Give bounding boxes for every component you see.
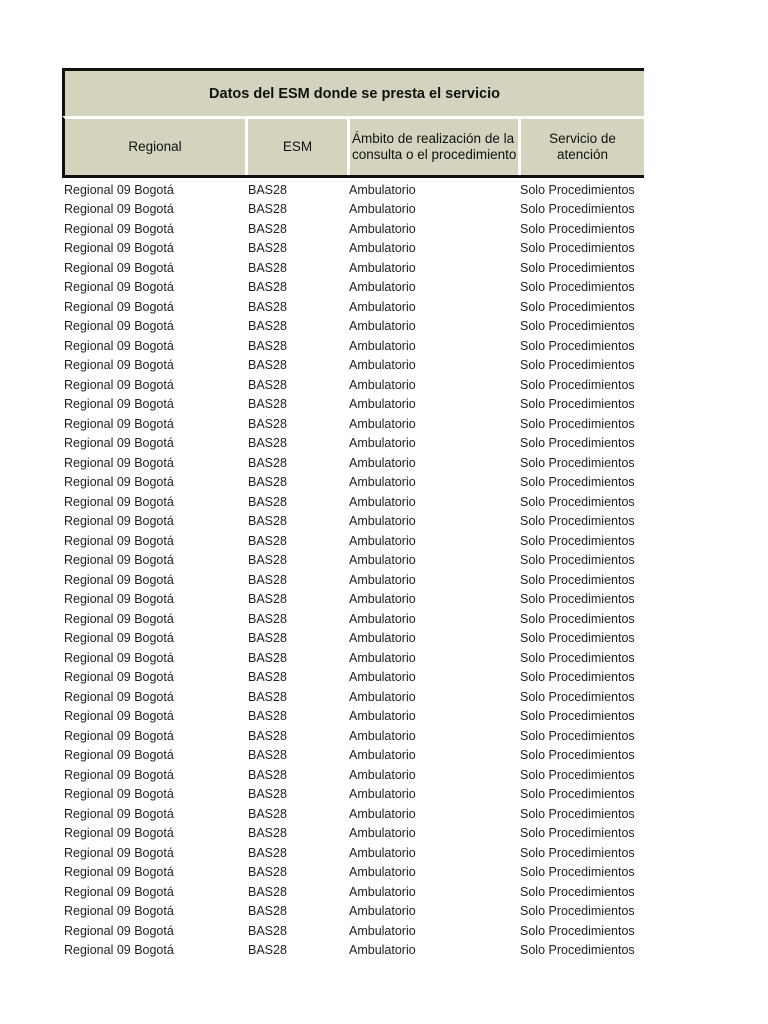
- cell-servicio: Solo Procedimientos: [520, 202, 635, 217]
- cell-servicio: Solo Procedimientos: [520, 611, 635, 626]
- cell-regional: Regional 09 Bogotá: [64, 221, 174, 236]
- cell-servicio: Solo Procedimientos: [520, 709, 635, 724]
- table-row: [62, 297, 644, 317]
- table-row: [62, 395, 644, 415]
- table-row: [62, 590, 644, 610]
- cell-regional: Regional 09 Bogotá: [64, 494, 174, 509]
- table-row: [62, 843, 644, 863]
- cell-esm: BAS28: [248, 241, 287, 256]
- cell-regional: Regional 09 Bogotá: [64, 299, 174, 314]
- table-row: [62, 687, 644, 707]
- cell-ambito: Ambulatorio: [349, 943, 416, 958]
- table-row: [62, 180, 644, 200]
- cell-ambito: Ambulatorio: [349, 631, 416, 646]
- cell-servicio: Solo Procedimientos: [520, 553, 635, 568]
- cell-esm: BAS28: [248, 494, 287, 509]
- table-row: [62, 668, 644, 688]
- cell-ambito: Ambulatorio: [349, 670, 416, 685]
- cell-ambito: Ambulatorio: [349, 416, 416, 431]
- cell-regional: Regional 09 Bogotá: [64, 202, 174, 217]
- cell-regional: Regional 09 Bogotá: [64, 514, 174, 529]
- table-row: [62, 200, 644, 220]
- table-row: [62, 551, 644, 571]
- cell-regional: Regional 09 Bogotá: [64, 358, 174, 373]
- cell-servicio: Solo Procedimientos: [520, 845, 635, 860]
- cell-ambito: Ambulatorio: [349, 319, 416, 334]
- cell-servicio: Solo Procedimientos: [520, 572, 635, 587]
- cell-ambito: Ambulatorio: [349, 650, 416, 665]
- cell-esm: BAS28: [248, 455, 287, 470]
- header-esm: [248, 119, 350, 175]
- table-row: [62, 512, 644, 532]
- cell-regional: Regional 09 Bogotá: [64, 923, 174, 938]
- cell-esm: BAS28: [248, 436, 287, 451]
- header-ambito-text: [352, 131, 516, 163]
- table-row: [62, 804, 644, 824]
- cell-esm: BAS28: [248, 689, 287, 704]
- spreadsheet-table: [62, 68, 644, 960]
- cell-servicio: Solo Procedimientos: [520, 221, 635, 236]
- cell-ambito: Ambulatorio: [349, 787, 416, 802]
- cell-servicio: Solo Procedimientos: [520, 319, 635, 334]
- cell-ambito: Ambulatorio: [349, 767, 416, 782]
- table-row: [62, 746, 644, 766]
- cell-esm: BAS28: [248, 338, 287, 353]
- cell-esm: BAS28: [248, 611, 287, 626]
- cell-servicio: Solo Procedimientos: [520, 884, 635, 899]
- cell-esm: BAS28: [248, 904, 287, 919]
- cell-esm: BAS28: [248, 943, 287, 958]
- cell-regional: Regional 09 Bogotá: [64, 748, 174, 763]
- cell-servicio: Solo Procedimientos: [520, 182, 635, 197]
- table-row: [62, 473, 644, 493]
- cell-regional: Regional 09 Bogotá: [64, 377, 174, 392]
- cell-ambito: Ambulatorio: [349, 221, 416, 236]
- cell-regional: Regional 09 Bogotá: [64, 416, 174, 431]
- cell-regional: Regional 09 Bogotá: [64, 806, 174, 821]
- cell-esm: BAS28: [248, 221, 287, 236]
- table-row: [62, 609, 644, 629]
- cell-servicio: Solo Procedimientos: [520, 670, 635, 685]
- cell-regional: Regional 09 Bogotá: [64, 182, 174, 197]
- cell-ambito: Ambulatorio: [349, 845, 416, 860]
- cell-ambito: Ambulatorio: [349, 358, 416, 373]
- cell-ambito: Ambulatorio: [349, 611, 416, 626]
- table-title: [62, 68, 644, 116]
- cell-esm: BAS28: [248, 787, 287, 802]
- cell-servicio: Solo Procedimientos: [520, 260, 635, 275]
- cell-servicio: Solo Procedimientos: [520, 904, 635, 919]
- cell-esm: BAS28: [248, 397, 287, 412]
- cell-servicio: Solo Procedimientos: [520, 826, 635, 841]
- cell-ambito: Ambulatorio: [349, 533, 416, 548]
- table-body: [62, 180, 644, 960]
- cell-servicio: Solo Procedimientos: [520, 397, 635, 412]
- table-row: [62, 882, 644, 902]
- cell-servicio: Solo Procedimientos: [520, 299, 635, 314]
- cell-regional: Regional 09 Bogotá: [64, 455, 174, 470]
- cell-regional: Regional 09 Bogotá: [64, 319, 174, 334]
- cell-servicio: Solo Procedimientos: [520, 631, 635, 646]
- cell-servicio: Solo Procedimientos: [520, 436, 635, 451]
- table-row: [62, 531, 644, 551]
- cell-esm: BAS28: [248, 709, 287, 724]
- table-row: [62, 278, 644, 298]
- table-title-text: Datos del ESM donde se presta el servicio: [209, 85, 500, 102]
- table-row: [62, 941, 644, 961]
- cell-esm: BAS28: [248, 202, 287, 217]
- cell-servicio: Solo Procedimientos: [520, 358, 635, 373]
- cell-servicio: Solo Procedimientos: [520, 806, 635, 821]
- header-esm-text: ESM: [282, 139, 313, 154]
- table-row: [62, 356, 644, 376]
- cell-regional: Regional 09 Bogotá: [64, 572, 174, 587]
- cell-ambito: Ambulatorio: [349, 865, 416, 880]
- cell-esm: BAS28: [248, 923, 287, 938]
- cell-regional: Regional 09 Bogotá: [64, 884, 174, 899]
- table-row: [62, 824, 644, 844]
- cell-regional: Regional 09 Bogotá: [64, 865, 174, 880]
- header-servicio-text: [549, 131, 616, 163]
- cell-servicio: Solo Procedimientos: [520, 377, 635, 392]
- table-row: [62, 317, 644, 337]
- table-row: [62, 414, 644, 434]
- cell-regional: Regional 09 Bogotá: [64, 728, 174, 743]
- cell-regional: Regional 09 Bogotá: [64, 475, 174, 490]
- cell-servicio: Solo Procedimientos: [520, 592, 635, 607]
- cell-regional: Regional 09 Bogotá: [64, 241, 174, 256]
- cell-esm: BAS28: [248, 475, 287, 490]
- header-regional: [65, 119, 248, 175]
- cell-esm: BAS28: [248, 728, 287, 743]
- cell-esm: BAS28: [248, 865, 287, 880]
- cell-esm: BAS28: [248, 631, 287, 646]
- cell-esm: BAS28: [248, 319, 287, 334]
- cell-esm: BAS28: [248, 299, 287, 314]
- cell-servicio: Solo Procedimientos: [520, 241, 635, 256]
- cell-esm: BAS28: [248, 826, 287, 841]
- cell-servicio: Solo Procedimientos: [520, 514, 635, 529]
- cell-servicio: Solo Procedimientos: [520, 787, 635, 802]
- header-regional-text: Regional: [128, 139, 182, 154]
- column-header-row: [62, 116, 644, 178]
- cell-esm: BAS28: [248, 553, 287, 568]
- cell-regional: Regional 09 Bogotá: [64, 631, 174, 646]
- cell-servicio: Solo Procedimientos: [520, 650, 635, 665]
- cell-ambito: Ambulatorio: [349, 494, 416, 509]
- cell-regional: Regional 09 Bogotá: [64, 670, 174, 685]
- cell-regional: Regional 09 Bogotá: [64, 338, 174, 353]
- cell-ambito: Ambulatorio: [349, 280, 416, 295]
- cell-ambito: Ambulatorio: [349, 475, 416, 490]
- cell-ambito: Ambulatorio: [349, 709, 416, 724]
- header-ambito-line1: Ámbito de realización de la: [352, 131, 515, 146]
- table-row: [62, 570, 644, 590]
- cell-ambito: Ambulatorio: [349, 455, 416, 470]
- cell-regional: Regional 09 Bogotá: [64, 904, 174, 919]
- header-servicio: [521, 119, 644, 175]
- cell-ambito: Ambulatorio: [349, 182, 416, 197]
- cell-ambito: Ambulatorio: [349, 241, 416, 256]
- cell-servicio: Solo Procedimientos: [520, 416, 635, 431]
- cell-regional: Regional 09 Bogotá: [64, 943, 174, 958]
- header-ambito: [350, 119, 521, 175]
- cell-servicio: Solo Procedimientos: [520, 748, 635, 763]
- cell-ambito: Ambulatorio: [349, 202, 416, 217]
- cell-regional: Regional 09 Bogotá: [64, 436, 174, 451]
- cell-esm: BAS28: [248, 260, 287, 275]
- cell-esm: BAS28: [248, 845, 287, 860]
- cell-ambito: Ambulatorio: [349, 572, 416, 587]
- cell-servicio: Solo Procedimientos: [520, 767, 635, 782]
- cell-ambito: Ambulatorio: [349, 514, 416, 529]
- table-row: [62, 219, 644, 239]
- table-row: [62, 785, 644, 805]
- cell-servicio: Solo Procedimientos: [520, 533, 635, 548]
- cell-ambito: Ambulatorio: [349, 553, 416, 568]
- cell-regional: Regional 09 Bogotá: [64, 845, 174, 860]
- cell-esm: BAS28: [248, 514, 287, 529]
- cell-ambito: Ambulatorio: [349, 904, 416, 919]
- cell-ambito: Ambulatorio: [349, 338, 416, 353]
- cell-ambito: Ambulatorio: [349, 806, 416, 821]
- cell-esm: BAS28: [248, 280, 287, 295]
- table-row: [62, 765, 644, 785]
- cell-ambito: Ambulatorio: [349, 397, 416, 412]
- table-row: [62, 453, 644, 473]
- cell-servicio: Solo Procedimientos: [520, 455, 635, 470]
- cell-esm: BAS28: [248, 358, 287, 373]
- header-servicio-line2: atención: [556, 147, 609, 162]
- cell-servicio: Solo Procedimientos: [520, 338, 635, 353]
- cell-ambito: Ambulatorio: [349, 377, 416, 392]
- cell-esm: BAS28: [248, 533, 287, 548]
- cell-servicio: Solo Procedimientos: [520, 923, 635, 938]
- cell-regional: Regional 09 Bogotá: [64, 767, 174, 782]
- cell-regional: Regional 09 Bogotá: [64, 787, 174, 802]
- cell-regional: Regional 09 Bogotá: [64, 650, 174, 665]
- header-servicio-line1: Servicio de: [549, 131, 616, 146]
- cell-ambito: Ambulatorio: [349, 884, 416, 899]
- cell-ambito: Ambulatorio: [349, 923, 416, 938]
- table-row: [62, 375, 644, 395]
- cell-regional: Regional 09 Bogotá: [64, 260, 174, 275]
- cell-esm: BAS28: [248, 592, 287, 607]
- cell-ambito: Ambulatorio: [349, 299, 416, 314]
- table-row: [62, 258, 644, 278]
- table-row: [62, 648, 644, 668]
- cell-esm: BAS28: [248, 377, 287, 392]
- cell-ambito: Ambulatorio: [349, 728, 416, 743]
- cell-esm: BAS28: [248, 416, 287, 431]
- cell-regional: Regional 09 Bogotá: [64, 611, 174, 626]
- cell-regional: Regional 09 Bogotá: [64, 397, 174, 412]
- table-row: [62, 921, 644, 941]
- cell-esm: BAS28: [248, 182, 287, 197]
- cell-servicio: Solo Procedimientos: [520, 728, 635, 743]
- table-row: [62, 629, 644, 649]
- table-row: [62, 492, 644, 512]
- cell-servicio: Solo Procedimientos: [520, 475, 635, 490]
- table-row: [62, 902, 644, 922]
- cell-ambito: Ambulatorio: [349, 592, 416, 607]
- cell-regional: Regional 09 Bogotá: [64, 533, 174, 548]
- cell-esm: BAS28: [248, 748, 287, 763]
- table-row: [62, 336, 644, 356]
- cell-esm: BAS28: [248, 806, 287, 821]
- cell-regional: Regional 09 Bogotá: [64, 280, 174, 295]
- cell-regional: Regional 09 Bogotá: [64, 553, 174, 568]
- cell-ambito: Ambulatorio: [349, 689, 416, 704]
- table-row: [62, 726, 644, 746]
- cell-regional: Regional 09 Bogotá: [64, 709, 174, 724]
- cell-esm: BAS28: [248, 884, 287, 899]
- cell-servicio: Solo Procedimientos: [520, 865, 635, 880]
- cell-regional: Regional 09 Bogotá: [64, 826, 174, 841]
- cell-ambito: Ambulatorio: [349, 436, 416, 451]
- table-row: [62, 707, 644, 727]
- cell-esm: BAS28: [248, 670, 287, 685]
- cell-esm: BAS28: [248, 572, 287, 587]
- cell-ambito: Ambulatorio: [349, 748, 416, 763]
- cell-ambito: Ambulatorio: [349, 260, 416, 275]
- table-row: [62, 434, 644, 454]
- cell-regional: Regional 09 Bogotá: [64, 689, 174, 704]
- cell-servicio: Solo Procedimientos: [520, 494, 635, 509]
- table-row: [62, 863, 644, 883]
- cell-esm: BAS28: [248, 650, 287, 665]
- cell-servicio: Solo Procedimientos: [520, 689, 635, 704]
- cell-esm: BAS28: [248, 767, 287, 782]
- cell-regional: Regional 09 Bogotá: [64, 592, 174, 607]
- cell-ambito: Ambulatorio: [349, 826, 416, 841]
- header-ambito-line2: consulta o el procedimiento: [352, 147, 517, 162]
- cell-servicio: Solo Procedimientos: [520, 280, 635, 295]
- cell-servicio: Solo Procedimientos: [520, 943, 635, 958]
- table-row: [62, 239, 644, 259]
